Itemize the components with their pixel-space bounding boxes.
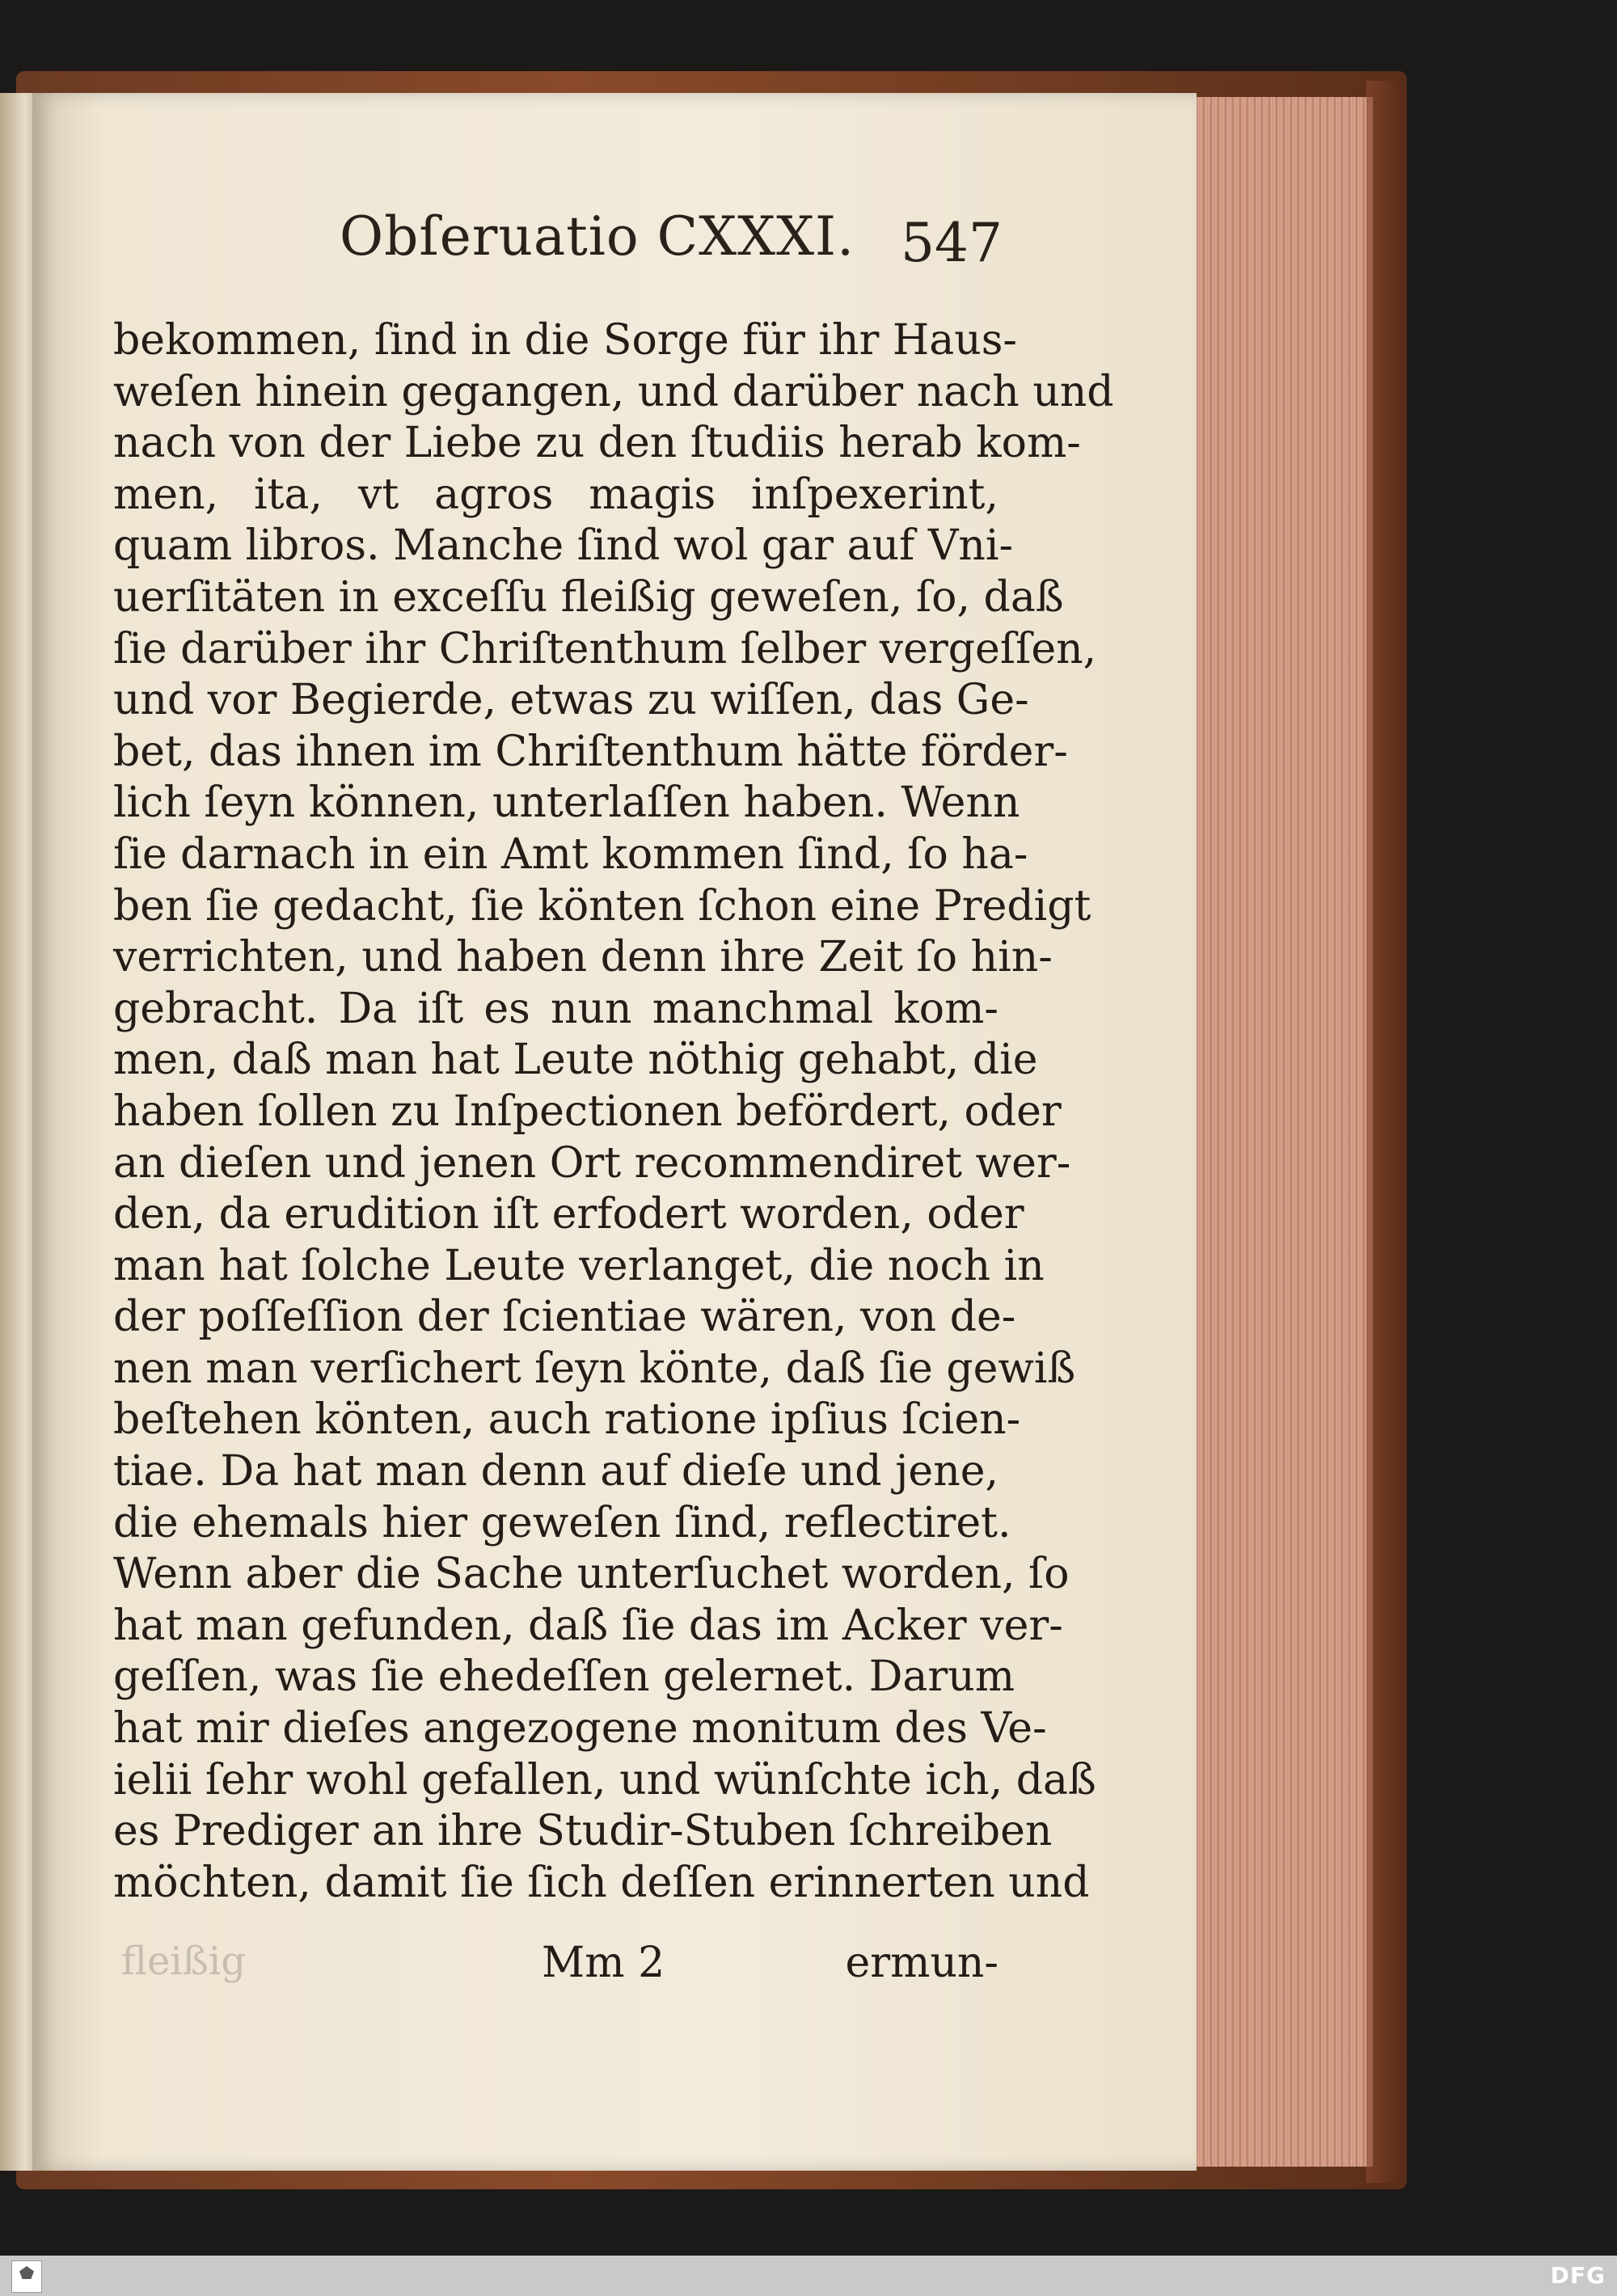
signature-mark: Mm 2 <box>542 1939 665 1987</box>
text-line: gebracht. Da iſt es nun manchmal kom- <box>113 984 998 1033</box>
text-line: Wenn aber die Sache unterſuchet worden, ſo <box>113 1550 1070 1599</box>
text-line: beſtehen könten, auch ratione ipſius ſcien- <box>113 1395 1021 1445</box>
page-block-edges <box>1184 97 1373 2167</box>
text-line: hat mir dieſes angezogene monitum des Ve- <box>113 1704 1047 1754</box>
text-line: ielii ſehr wohl gefallen, und wünſchte ich, daß <box>113 1755 1096 1804</box>
text-line: es Prediger an ihre Studir-Stuben ſchreiben <box>113 1807 1053 1856</box>
text-line: der poſſeſſion der ſcientiae wären, von de- <box>113 1293 1016 1342</box>
library-logo-icon <box>11 2260 42 2293</box>
dfg-logo: DFG <box>1550 2262 1606 2289</box>
text-line: verrichten, und haben denn ihre Zeit ſo hin- <box>113 933 1053 982</box>
text-line: man hat ſolche Leute verlanget, die noch in <box>113 1241 1045 1290</box>
running-header <box>340 200 1003 289</box>
text-line: die ehemals hier geweſen ſind, reflectiret. <box>113 1498 1011 1547</box>
text-line: ſie darnach in ein Amt kommen ſind, ſo ha- <box>113 829 1028 879</box>
text-line: bet, das ihnen im Chriſtenthum hätte förder- <box>113 727 1068 776</box>
page-title: Obſeruatio CXXXI. <box>340 205 855 268</box>
text-line: möchten, damit ſie ſich deſſen erinnerten und <box>113 1858 1090 1907</box>
text-line: hat man gefunden, daß ſie das im Acker ver- <box>113 1601 1063 1650</box>
body-text <box>113 315 1114 1909</box>
text-line: an dieſen und jenen Ort recommendiret wer- <box>113 1138 1071 1188</box>
text-line: geſſen, was ſie ehedeſſen gelernet. Darum <box>113 1652 1015 1702</box>
text-line: nen man verſichert ſeyn könte, daß ſie gewiß <box>113 1344 1076 1393</box>
text-line: nach von der Liebe zu den ſtudiis herab kom- <box>113 419 1081 468</box>
text-line: den, da erudition iſt erfodert worden, oder <box>113 1190 1024 1239</box>
text-line: bekommen, ſind in die Sorge für ihr Haus- <box>113 316 1017 365</box>
viewer-bottom-bar <box>0 2256 1617 2296</box>
text-line: uerſitäten in exceſſu fleißig geweſen, ſo, daß <box>113 572 1064 622</box>
left-page-edge <box>0 93 36 2171</box>
page-number: 547 <box>901 212 1003 274</box>
catchword: ermun- <box>845 1939 998 1987</box>
text-line: weſen hinein gegangen, und darüber nach und <box>113 367 1114 416</box>
text-line: und vor Begierde, etwas zu wiſſen, das Ge- <box>113 676 1029 725</box>
text-line: tiae. Da hat man denn auf dieſe und jene, <box>113 1447 998 1496</box>
text-line: haben ſollen zu Inſpectionen befördert, oder <box>113 1087 1062 1136</box>
text-line: ben ſie gedacht, ſie könten ſchon eine Predigt <box>113 881 1091 931</box>
text-line: men, daß man hat Leute nöthig gehabt, die <box>113 1036 1038 1085</box>
text-line: lich ſeyn können, unterlaſſen haben. Wenn <box>113 779 1020 828</box>
page-footer <box>113 1939 998 1995</box>
text-line: quam libros. Manche ſind wol gar auf Vni- <box>113 521 1014 571</box>
text-line: men, ita, vt agros magis inſpexerint, <box>113 470 998 519</box>
show-through-text: fleißig <box>121 1939 246 1984</box>
text-line: ſie darüber ihr Chriſtenthum ſelber vergeſſen, <box>113 624 1097 673</box>
